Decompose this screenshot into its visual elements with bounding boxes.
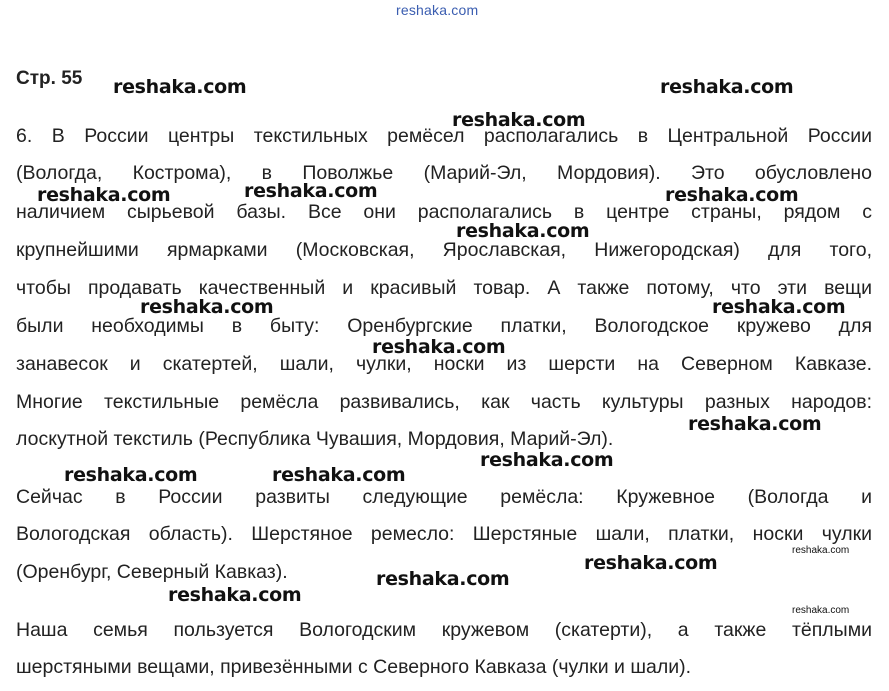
watermark: reshaka.com bbox=[456, 220, 590, 242]
text-line: занавесок и скатертей, шали, чулки, носки из шерсти на Северном Кавказе. bbox=[16, 353, 872, 375]
text-line: 6. В России центры текстильных ремёсел располагались в Центральной России bbox=[16, 125, 872, 147]
watermark: reshaka.com bbox=[660, 76, 794, 98]
watermark: reshaka.com bbox=[452, 109, 586, 131]
text-line: были необходимы в быту: Оренбургские платки, Вологодское кружево для bbox=[16, 315, 872, 337]
text-line: наличием сырьевой базы. Все они располагались в центре страны, рядом с bbox=[16, 201, 872, 223]
small-watermark: reshaka.com bbox=[792, 545, 850, 556]
page-label: Стр. 55 bbox=[16, 68, 83, 89]
watermark: reshaka.com bbox=[376, 568, 510, 590]
small-watermark: reshaka.com bbox=[792, 605, 850, 616]
watermark: reshaka.com bbox=[272, 464, 406, 486]
watermark: reshaka.com bbox=[168, 584, 302, 606]
watermark: reshaka.com bbox=[712, 296, 846, 318]
watermark: reshaka.com bbox=[64, 464, 198, 486]
top-watermark: reshaka.com bbox=[396, 2, 479, 18]
text-line: Сейчас в России развиты следующие ремёсла: Кружевное (Вологда и bbox=[16, 486, 872, 508]
watermark: reshaka.com bbox=[584, 552, 718, 574]
text-line: Наша семья пользуется Вологодским кружевом (скатерти), а также тёплыми bbox=[16, 619, 872, 641]
watermark: reshaka.com bbox=[372, 336, 506, 358]
watermark: reshaka.com bbox=[480, 449, 614, 471]
text-line: шерстяными вещами, привезёнными с Северного Кавказа (чулки и шали). bbox=[16, 656, 692, 678]
watermark: reshaka.com bbox=[665, 184, 799, 206]
watermark: reshaka.com bbox=[140, 296, 274, 318]
watermark: reshaka.com bbox=[37, 184, 171, 206]
watermark: reshaka.com bbox=[244, 180, 378, 202]
text-line: чтобы продавать качественный и красивый товар. А также потому, что эти вещи bbox=[16, 277, 872, 299]
text-line: Вологодская область). Шерстяное ремесло: Шерстяные шали, платки, носки чулки bbox=[16, 523, 872, 545]
text-line: (Вологда, Кострома), в Поволжье (Марий-Эл, Мордовия). Это обусловлено bbox=[16, 162, 872, 184]
text-line: крупнейшими ярмарками (Московская, Ярославская, Нижегородская) для того, bbox=[16, 239, 872, 261]
text-line: лоскутной текстиль (Республика Чувашия, Мордовия, Марий-Эл). bbox=[16, 428, 614, 450]
watermark: reshaka.com bbox=[688, 413, 822, 435]
watermark: reshaka.com bbox=[113, 76, 247, 98]
text-line: Многие текстильные ремёсла развивались, как часть культуры разных народов: bbox=[16, 391, 872, 413]
text-line: (Оренбург, Северный Кавказ). bbox=[16, 561, 288, 583]
